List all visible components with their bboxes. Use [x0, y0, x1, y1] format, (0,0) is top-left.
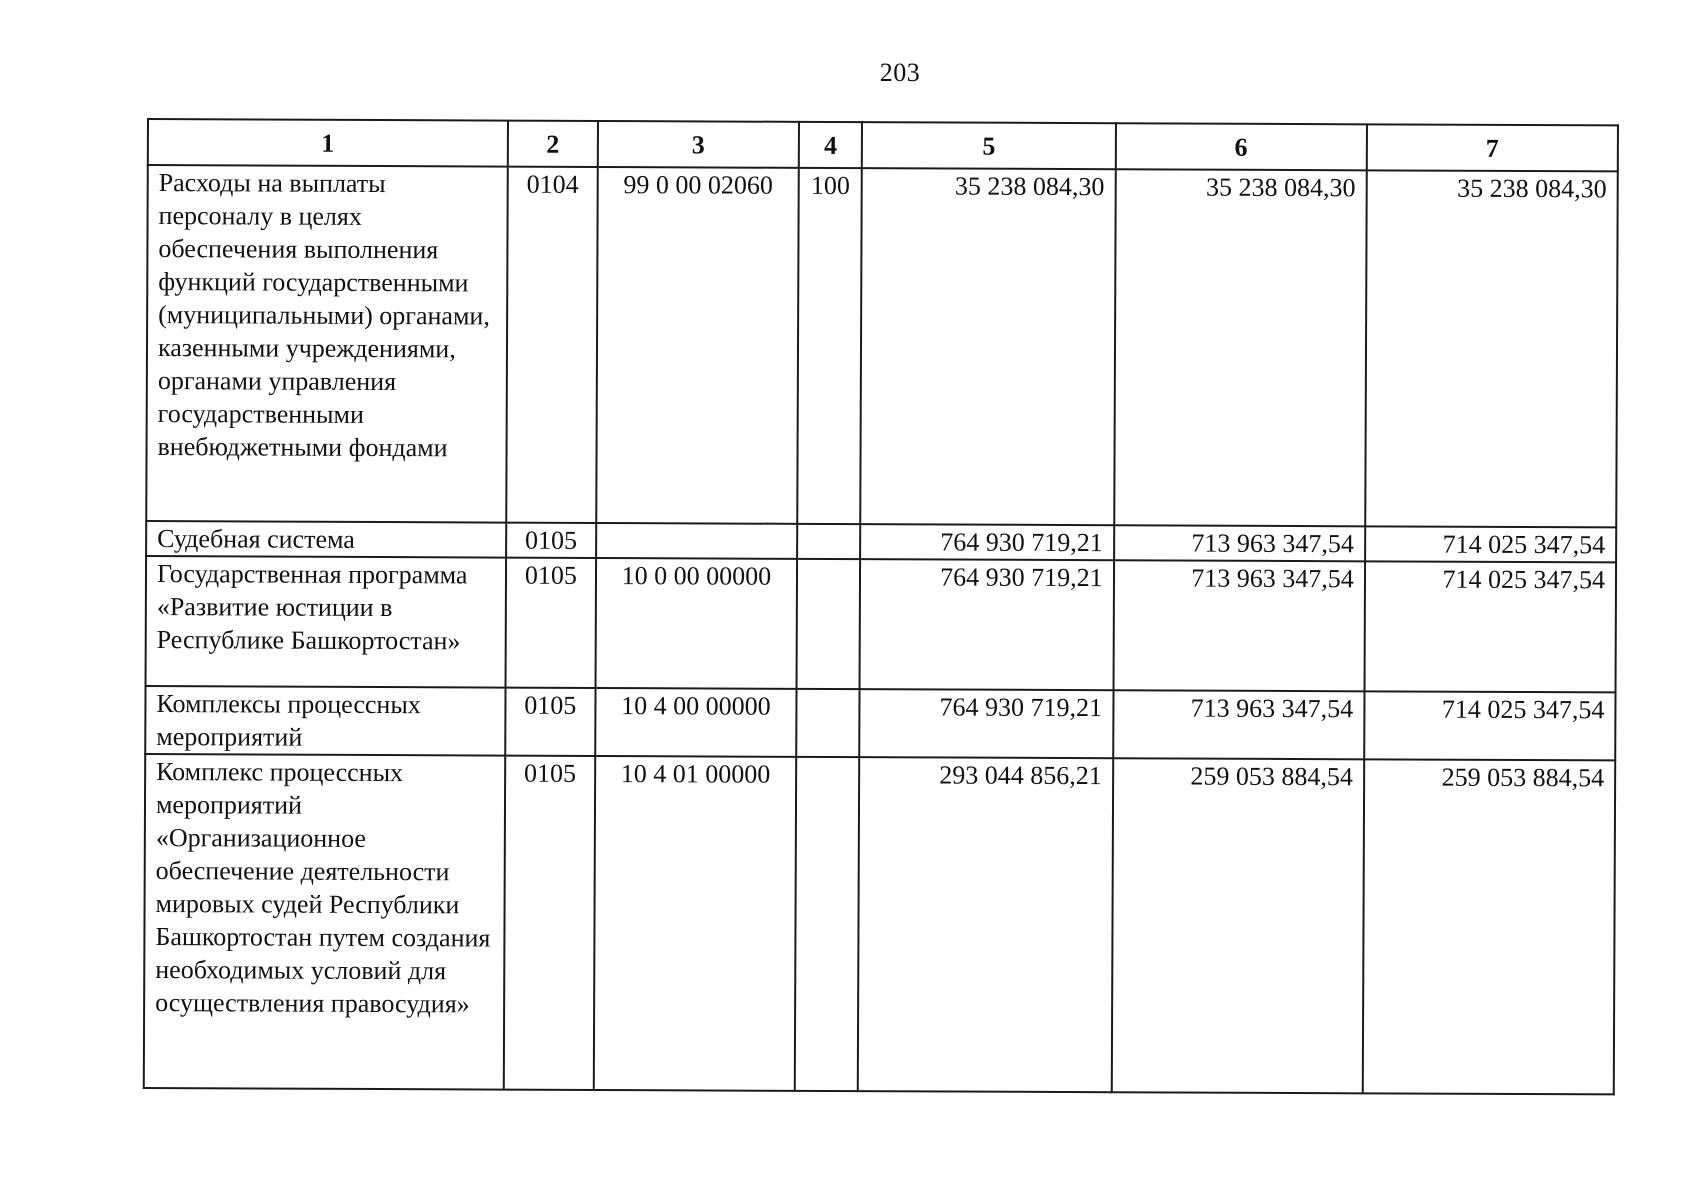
row-code-cell	[596, 523, 797, 559]
row-type-cell	[796, 689, 860, 757]
column-header-1: 1	[148, 119, 508, 167]
column-header-4: 4	[799, 122, 863, 168]
row-type-cell	[795, 757, 860, 1091]
column-header-5: 5	[862, 122, 1115, 169]
row-amount-1-cell: 35 238 084,30	[861, 168, 1116, 525]
row-amount-3-cell: 714 025 347,54	[1364, 691, 1616, 760]
row-amount-1-cell: 764 930 719,21	[860, 559, 1114, 690]
row-amount-2-cell: 713 963 347,54	[1113, 690, 1364, 759]
row-section-cell: 0105	[505, 688, 595, 756]
row-section-cell: 0105	[506, 523, 596, 558]
row-type-cell	[796, 559, 860, 689]
row-name-cell: Комплексы процессных мероприятий	[145, 686, 505, 756]
row-name-cell: Государственная программа «Развитие юстиции в Республике Башкортостан»	[146, 556, 506, 688]
budget-table	[143, 118, 1619, 1095]
table-row	[146, 556, 1617, 692]
row-amount-3-cell: 714 025 347,54	[1364, 561, 1616, 692]
row-type-cell	[797, 524, 861, 559]
row-amount-2-cell: 259 053 884,54	[1111, 758, 1364, 1093]
row-amount-3-cell: 714 025 347,54	[1365, 526, 1616, 562]
budget-table-sheet	[143, 118, 1619, 1095]
column-header-6: 6	[1115, 123, 1366, 170]
column-header-3: 3	[598, 121, 799, 168]
row-name-cell: Судебная система	[146, 521, 506, 558]
row-amount-3-cell: 259 053 884,54	[1363, 759, 1616, 1094]
row-amount-1-cell: 293 044 856,21	[858, 757, 1113, 1092]
row-amount-2-cell: 35 238 084,30	[1114, 169, 1367, 526]
row-type-cell: 100	[797, 168, 862, 524]
row-code-cell: 99 0 00 02060	[596, 167, 798, 524]
table-row	[146, 165, 1618, 527]
table-row	[144, 754, 1615, 1094]
row-amount-3-cell: 35 238 084,30	[1365, 170, 1618, 527]
row-code-cell: 10 4 01 00000	[594, 756, 796, 1091]
column-header-7: 7	[1367, 124, 1618, 171]
column-header-2: 2	[508, 121, 598, 167]
row-code-cell: 10 0 00 00000	[596, 558, 797, 689]
row-section-cell: 0105	[505, 558, 596, 688]
row-code-cell: 10 4 00 00000	[595, 688, 796, 757]
row-name-cell: Расходы на выплаты персоналу в целях обеспечения выполнения функций государственными (муниципальными) органами, казенными учреждениями, органами управления государственными внебюджетными фондами	[146, 165, 507, 523]
row-name-cell: Комплекс процессных мероприятий «Организационное обеспечение деятельности мировых судей Республики Башкортостан путем создания необходимых условий для осуществления правосудия»	[144, 754, 505, 1090]
row-amount-2-cell: 713 963 347,54	[1113, 560, 1365, 691]
row-amount-2-cell: 713 963 347,54	[1114, 525, 1365, 561]
row-section-cell: 0104	[506, 167, 598, 523]
row-amount-1-cell: 764 930 719,21	[861, 524, 1114, 560]
page-number: 203	[879, 58, 921, 87]
row-amount-1-cell: 764 930 719,21	[860, 689, 1113, 758]
row-section-cell: 0105	[504, 756, 596, 1090]
header-row	[148, 119, 1618, 171]
table-row	[145, 686, 1615, 760]
